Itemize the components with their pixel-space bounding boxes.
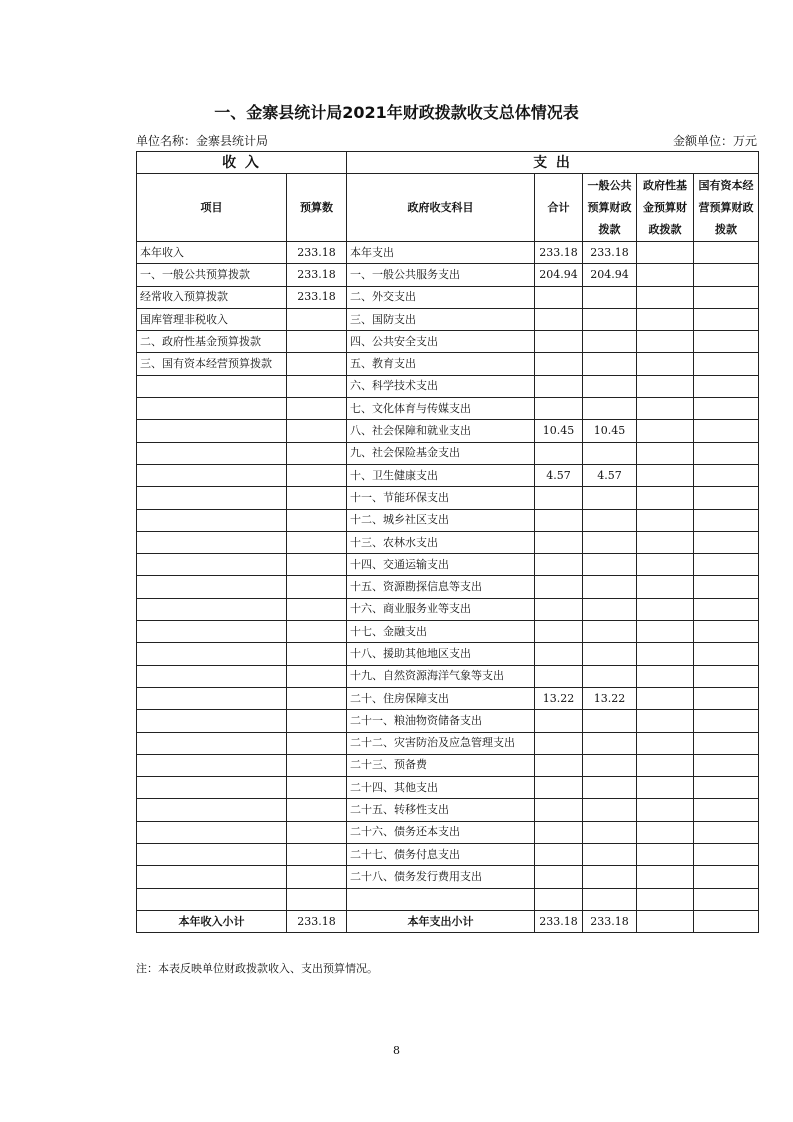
income-item xyxy=(137,621,287,643)
table-row xyxy=(137,821,759,843)
state-value xyxy=(694,598,759,620)
budget-value xyxy=(287,732,347,754)
total-value: 13.22 xyxy=(535,687,583,709)
income-item xyxy=(137,888,287,910)
state-value xyxy=(694,464,759,486)
expense-fund-total xyxy=(637,910,694,932)
expense-item: 二十四、其他支出 xyxy=(347,777,535,799)
income-item xyxy=(137,844,287,866)
budget-value: 233.18 xyxy=(287,264,347,286)
state-value xyxy=(694,777,759,799)
total-value xyxy=(535,777,583,799)
total-value xyxy=(535,643,583,665)
fund-value xyxy=(637,375,694,397)
expense-item: 十、卫生健康支出 xyxy=(347,464,535,486)
general-value: 4.57 xyxy=(583,464,637,486)
budget-value xyxy=(287,754,347,776)
page-title: 一、金寨县统计局2021年财政拨款收支总体情况表 xyxy=(214,103,579,122)
total-value: 10.45 xyxy=(535,420,583,442)
budget-value xyxy=(287,308,347,330)
fund-value xyxy=(637,286,694,308)
total-value xyxy=(535,710,583,732)
total-value: 233.18 xyxy=(535,242,583,264)
state-value xyxy=(694,264,759,286)
fund-value xyxy=(637,799,694,821)
state-value xyxy=(694,643,759,665)
expense-state-total xyxy=(694,910,759,932)
fund-value xyxy=(637,665,694,687)
total-value xyxy=(535,754,583,776)
fund-value xyxy=(637,554,694,576)
total-value xyxy=(535,866,583,888)
table-row xyxy=(137,576,759,598)
general-value xyxy=(583,398,637,420)
fund-value xyxy=(637,732,694,754)
expense-general-total: 233.18 xyxy=(583,910,637,932)
budget-value xyxy=(287,643,347,665)
expense-item: 十九、自然资源海洋气象等支出 xyxy=(347,665,535,687)
total-value xyxy=(535,487,583,509)
general-value xyxy=(583,754,637,776)
table-row xyxy=(137,665,759,687)
col-header-state: 国有资本经营预算财政拨款 xyxy=(694,174,759,242)
fund-value xyxy=(637,866,694,888)
general-value xyxy=(583,665,637,687)
total-value xyxy=(535,665,583,687)
income-item xyxy=(137,732,287,754)
table-row xyxy=(137,398,759,420)
state-value xyxy=(694,576,759,598)
budget-value xyxy=(287,420,347,442)
unit-name: 单位名称：金寨县统计局 xyxy=(136,134,269,148)
state-value xyxy=(694,353,759,375)
fund-value xyxy=(637,242,694,264)
fund-value xyxy=(637,442,694,464)
fund-value xyxy=(637,509,694,531)
expense-total-label: 本年支出小计 xyxy=(347,910,535,932)
income-item xyxy=(137,554,287,576)
amount-unit: 金额单位：万元 xyxy=(672,134,757,148)
table-row xyxy=(137,643,759,665)
income-item: 三、国有资本经营预算拨款 xyxy=(137,353,287,375)
table-row xyxy=(137,687,759,709)
table-row xyxy=(137,464,759,486)
income-item: 二、政府性基金预算拨款 xyxy=(137,331,287,353)
expense-item: 十一、节能环保支出 xyxy=(347,487,535,509)
income-item xyxy=(137,754,287,776)
table-row xyxy=(137,420,759,442)
state-value xyxy=(694,286,759,308)
table-row xyxy=(137,754,759,776)
total-value xyxy=(535,531,583,553)
total-value xyxy=(535,598,583,620)
col-header-general: 一般公共预算财政拨款 xyxy=(583,174,637,242)
fund-value xyxy=(637,576,694,598)
income-item xyxy=(137,643,287,665)
budget-value xyxy=(287,487,347,509)
general-value xyxy=(583,598,637,620)
state-value xyxy=(694,799,759,821)
income-item xyxy=(137,687,287,709)
fund-value xyxy=(637,598,694,620)
totals-row xyxy=(137,910,759,932)
expense-item: 十七、金融支出 xyxy=(347,621,535,643)
income-item xyxy=(137,710,287,732)
budget-value xyxy=(287,866,347,888)
general-value xyxy=(583,621,637,643)
income-item xyxy=(137,665,287,687)
fund-value xyxy=(637,308,694,330)
general-value xyxy=(583,576,637,598)
table-row xyxy=(137,509,759,531)
expense-item: 本年支出 xyxy=(347,242,535,264)
state-value xyxy=(694,442,759,464)
general-value xyxy=(583,732,637,754)
income-item: 经常收入预算拨款 xyxy=(137,286,287,308)
table-row xyxy=(137,353,759,375)
income-item: 国库管理非税收入 xyxy=(137,308,287,330)
state-value xyxy=(694,844,759,866)
table-row xyxy=(137,308,759,330)
col-header-total: 合计 xyxy=(535,174,583,242)
expense-item: 二十三、预备费 xyxy=(347,754,535,776)
table-row xyxy=(137,531,759,553)
fund-value xyxy=(637,487,694,509)
income-item xyxy=(137,531,287,553)
table-row xyxy=(137,888,759,910)
expense-item: 二十二、灾害防治及应急管理支出 xyxy=(347,732,535,754)
budget-value xyxy=(287,799,347,821)
table-row xyxy=(137,286,759,308)
income-item: 本年收入 xyxy=(137,242,287,264)
fund-value xyxy=(637,821,694,843)
table-row xyxy=(137,598,759,620)
total-value: 4.57 xyxy=(535,464,583,486)
state-value xyxy=(694,687,759,709)
general-value xyxy=(583,286,637,308)
general-value: 204.94 xyxy=(583,264,637,286)
fund-value xyxy=(637,398,694,420)
general-value xyxy=(583,487,637,509)
state-value xyxy=(694,710,759,732)
income-item xyxy=(137,777,287,799)
budget-value xyxy=(287,576,347,598)
total-value: 204.94 xyxy=(535,264,583,286)
income-item xyxy=(137,598,287,620)
table-row xyxy=(137,331,759,353)
expense-item: 九、社会保险基金支出 xyxy=(347,442,535,464)
general-value xyxy=(583,888,637,910)
income-item xyxy=(137,487,287,509)
col-header-subject: 政府收支科目 xyxy=(347,174,535,242)
table-row xyxy=(137,554,759,576)
budget-value xyxy=(287,531,347,553)
budget-table xyxy=(136,151,759,933)
table-row xyxy=(137,799,759,821)
total-value xyxy=(535,888,583,910)
total-value xyxy=(535,844,583,866)
expense-item: 八、社会保障和就业支出 xyxy=(347,420,535,442)
income-item xyxy=(137,509,287,531)
budget-value: 233.18 xyxy=(287,242,347,264)
table-row xyxy=(137,732,759,754)
fund-value xyxy=(637,710,694,732)
expense-item: 二十五、转移性支出 xyxy=(347,799,535,821)
income-item xyxy=(137,375,287,397)
income-item xyxy=(137,464,287,486)
expense-item: 二十、住房保障支出 xyxy=(347,687,535,709)
income-item xyxy=(137,866,287,888)
fund-value xyxy=(637,531,694,553)
state-value xyxy=(694,754,759,776)
budget-value xyxy=(287,398,347,420)
budget-value xyxy=(287,621,347,643)
budget-value xyxy=(287,375,347,397)
expense-item: 二、外交支出 xyxy=(347,286,535,308)
page-number: 8 xyxy=(393,1044,400,1057)
income-item xyxy=(137,576,287,598)
fund-value xyxy=(637,777,694,799)
state-value xyxy=(694,531,759,553)
general-value xyxy=(583,308,637,330)
table-row xyxy=(137,777,759,799)
table-row xyxy=(137,264,759,286)
fund-value xyxy=(637,353,694,375)
state-value xyxy=(694,420,759,442)
fund-value xyxy=(637,754,694,776)
budget-value xyxy=(287,464,347,486)
expense-item: 十六、商业服务业等支出 xyxy=(347,598,535,620)
total-value xyxy=(535,398,583,420)
total-value xyxy=(535,442,583,464)
budget-value xyxy=(287,598,347,620)
expense-section-header: 支 出 xyxy=(347,152,759,174)
total-value xyxy=(535,821,583,843)
general-value xyxy=(583,821,637,843)
state-value xyxy=(694,375,759,397)
budget-value xyxy=(287,554,347,576)
state-value xyxy=(694,487,759,509)
total-value xyxy=(535,799,583,821)
budget-value xyxy=(287,665,347,687)
budget-value xyxy=(287,710,347,732)
fund-value xyxy=(637,621,694,643)
expense-item: 三、国防支出 xyxy=(347,308,535,330)
general-value xyxy=(583,777,637,799)
footnote: 注：本表反映单位财政拨款收入、支出预算情况。 xyxy=(136,962,378,975)
general-value xyxy=(583,866,637,888)
budget-value: 233.18 xyxy=(287,286,347,308)
general-value xyxy=(583,509,637,531)
fund-value xyxy=(637,888,694,910)
budget-value xyxy=(287,687,347,709)
budget-value xyxy=(287,888,347,910)
expense-item: 七、文化体育与传媒支出 xyxy=(347,398,535,420)
expense-item: 十五、资源勘探信息等支出 xyxy=(347,576,535,598)
budget-value xyxy=(287,821,347,843)
fund-value xyxy=(637,687,694,709)
state-value xyxy=(694,242,759,264)
total-value xyxy=(535,375,583,397)
fund-value xyxy=(637,420,694,442)
table-row xyxy=(137,621,759,643)
expense-item: 五、教育支出 xyxy=(347,353,535,375)
income-item xyxy=(137,821,287,843)
total-value xyxy=(535,353,583,375)
state-value xyxy=(694,821,759,843)
col-header-budget: 预算数 xyxy=(287,174,347,242)
fund-value xyxy=(637,464,694,486)
expense-item: 十四、交通运输支出 xyxy=(347,554,535,576)
general-value xyxy=(583,353,637,375)
income-item xyxy=(137,799,287,821)
fund-value xyxy=(637,844,694,866)
income-section-header: 收 入 xyxy=(137,152,347,174)
general-value xyxy=(583,643,637,665)
expense-total-value: 233.18 xyxy=(535,910,583,932)
general-value xyxy=(583,531,637,553)
general-value: 233.18 xyxy=(583,242,637,264)
expense-item: 六、科学技术支出 xyxy=(347,375,535,397)
col-header-fund: 政府性基金预算财政拨款 xyxy=(637,174,694,242)
budget-value xyxy=(287,442,347,464)
state-value xyxy=(694,331,759,353)
income-item xyxy=(137,398,287,420)
income-item xyxy=(137,420,287,442)
state-value xyxy=(694,554,759,576)
income-total-value: 233.18 xyxy=(287,910,347,932)
expense-item: 二十七、债务付息支出 xyxy=(347,844,535,866)
general-value xyxy=(583,331,637,353)
expense-item: 一、一般公共服务支出 xyxy=(347,264,535,286)
expense-item: 四、公共安全支出 xyxy=(347,331,535,353)
expense-item: 十八、援助其他地区支出 xyxy=(347,643,535,665)
table-row xyxy=(137,375,759,397)
general-value xyxy=(583,375,637,397)
state-value xyxy=(694,621,759,643)
expense-item: 二十六、债务还本支出 xyxy=(347,821,535,843)
section-header-row xyxy=(137,152,759,174)
income-item xyxy=(137,442,287,464)
table-row xyxy=(137,242,759,264)
table-row xyxy=(137,844,759,866)
budget-value xyxy=(287,509,347,531)
expense-item xyxy=(347,888,535,910)
table-row xyxy=(137,710,759,732)
expense-item: 二十八、债务发行费用支出 xyxy=(347,866,535,888)
total-value xyxy=(535,732,583,754)
expense-item: 二十一、粮油物资储备支出 xyxy=(347,710,535,732)
state-value xyxy=(694,866,759,888)
expense-item: 十二、城乡社区支出 xyxy=(347,509,535,531)
total-value xyxy=(535,308,583,330)
state-value xyxy=(694,665,759,687)
expense-item: 十三、农林水支出 xyxy=(347,531,535,553)
col-header-item: 项目 xyxy=(137,174,287,242)
general-value xyxy=(583,554,637,576)
fund-value xyxy=(637,643,694,665)
state-value xyxy=(694,509,759,531)
general-value xyxy=(583,844,637,866)
budget-value xyxy=(287,353,347,375)
budget-value xyxy=(287,777,347,799)
general-value xyxy=(583,710,637,732)
state-value xyxy=(694,732,759,754)
general-value: 13.22 xyxy=(583,687,637,709)
income-total-label: 本年收入小计 xyxy=(137,910,287,932)
total-value xyxy=(535,509,583,531)
total-value xyxy=(535,286,583,308)
total-value xyxy=(535,554,583,576)
general-value xyxy=(583,799,637,821)
state-value xyxy=(694,398,759,420)
total-value xyxy=(535,621,583,643)
general-value: 10.45 xyxy=(583,420,637,442)
budget-value xyxy=(287,331,347,353)
budget-value xyxy=(287,844,347,866)
total-value xyxy=(535,331,583,353)
state-value xyxy=(694,308,759,330)
total-value xyxy=(535,576,583,598)
income-item: 一、一般公共预算拨款 xyxy=(137,264,287,286)
table-row xyxy=(137,866,759,888)
general-value xyxy=(583,442,637,464)
state-value xyxy=(694,888,759,910)
table-row xyxy=(137,487,759,509)
fund-value xyxy=(637,331,694,353)
column-header-row xyxy=(137,174,759,242)
fund-value xyxy=(637,264,694,286)
table-row xyxy=(137,442,759,464)
